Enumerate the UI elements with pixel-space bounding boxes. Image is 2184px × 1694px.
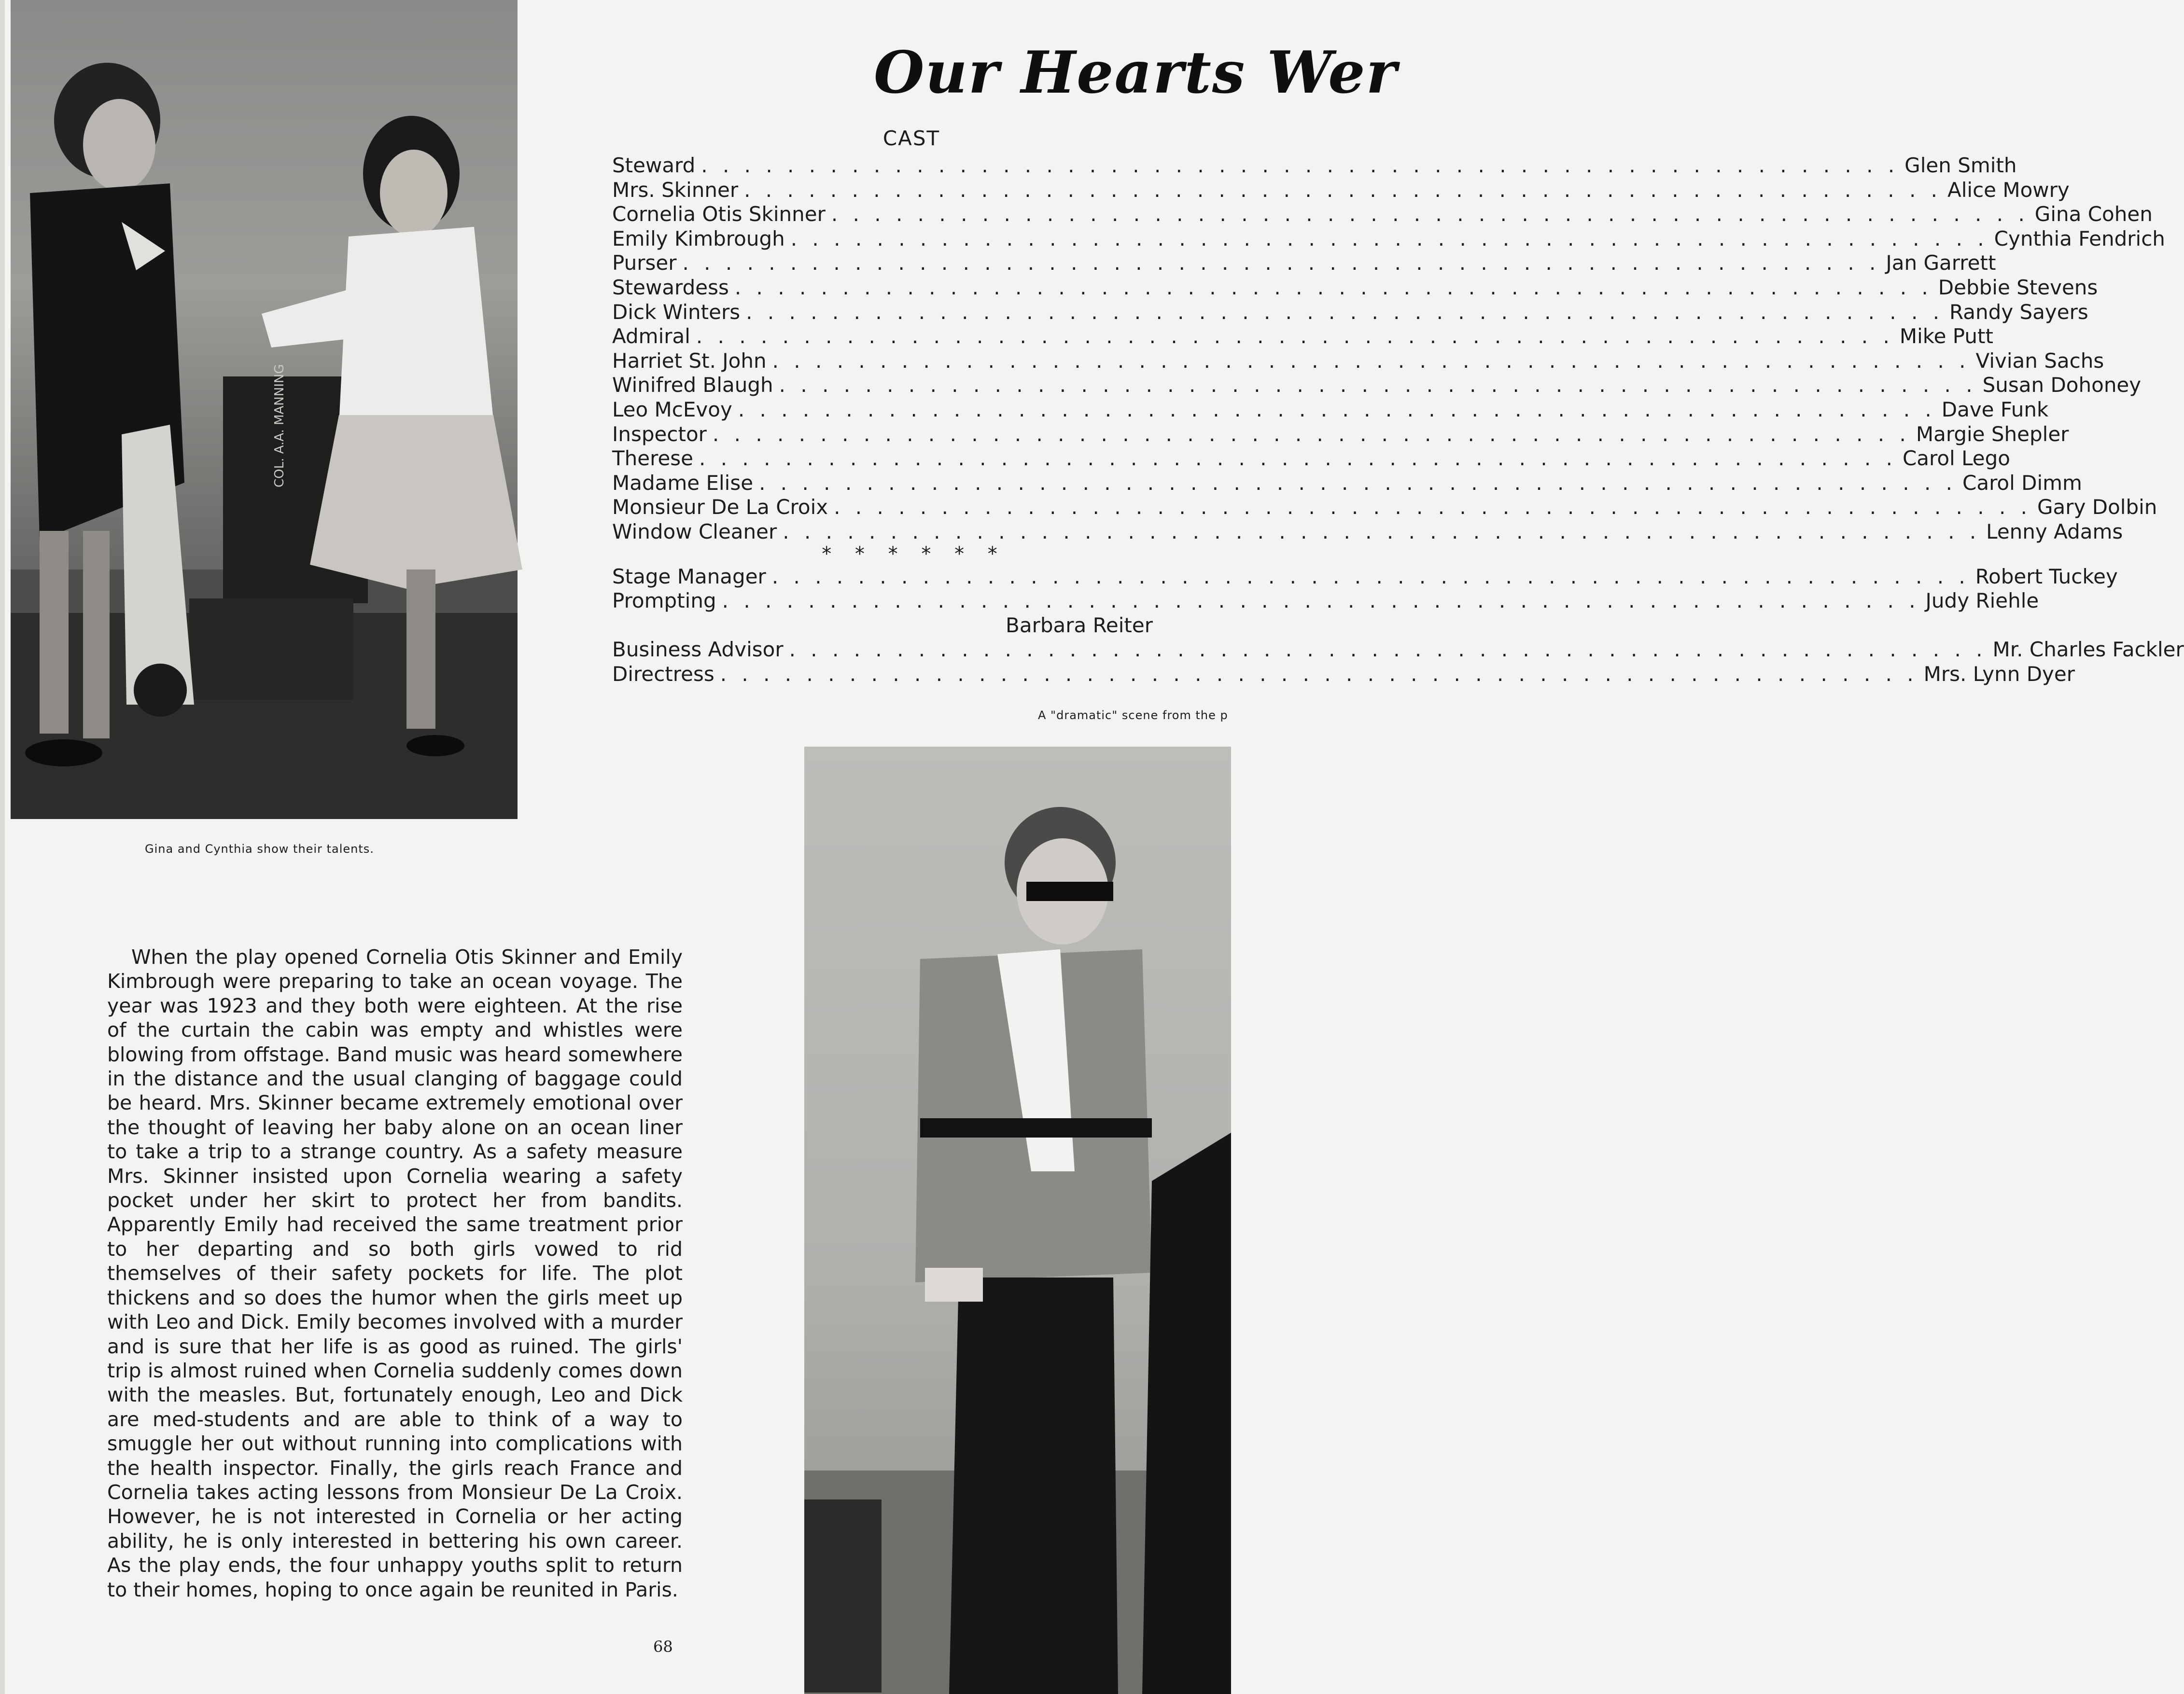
role-name: Dick Winters <box>612 300 741 324</box>
role-name: Leo McEvoy <box>612 397 732 421</box>
leader-dots <box>696 324 1894 349</box>
leader-dots <box>735 276 1932 300</box>
actor-name: Gina Cohen <box>2034 202 2153 226</box>
leader-dots <box>744 178 1942 203</box>
cast-row <box>612 275 2098 300</box>
crew-extra-name: Barbara Reiter <box>1006 613 1153 637</box>
cast-row <box>612 495 2157 520</box>
cast-separator: * * * * * * <box>822 542 1006 565</box>
actor-name: Susan Dohoney <box>1982 373 2142 397</box>
caption-left: Gina and Cynthia show their talents. <box>145 842 374 856</box>
role-name: Mrs. Skinner <box>612 178 739 202</box>
leader-dots <box>722 589 1920 613</box>
leader-dots <box>831 202 2029 227</box>
cast-row <box>612 300 2088 325</box>
actor-name: Gary Dolbin <box>2037 495 2157 519</box>
trunk-stencil: COL. A.A. MANNING <box>272 364 287 487</box>
cast-row <box>612 446 2010 471</box>
photo-girls-handshake-drawing <box>11 0 518 819</box>
crew-roles <box>612 564 2118 613</box>
role-name: Cornelia Otis Skinner <box>612 202 826 226</box>
actor-name: Cynthia Fendrich <box>1994 226 2165 250</box>
crew-roles-continued <box>612 638 2184 686</box>
actor-name: Mrs. Lynn Dyer <box>1923 662 2075 686</box>
photo-dramatic-scene <box>804 747 1231 1694</box>
leader-dots <box>772 349 1970 374</box>
role-name: Window Cleaner <box>612 519 777 543</box>
leader-dots <box>783 520 1980 544</box>
cast-row <box>612 324 1993 349</box>
cast-row <box>612 519 2123 544</box>
cast-heading: CAST <box>882 126 940 150</box>
leader-dots <box>682 251 1880 276</box>
role-name: Therese <box>612 446 694 471</box>
leader-dots <box>713 422 1910 447</box>
cast-roles <box>612 153 2165 544</box>
cast-row <box>612 662 2075 687</box>
cast-row <box>612 202 2153 227</box>
actor-name: Judy Riehle <box>1925 589 2039 613</box>
role-name: Stage Manager <box>612 564 766 588</box>
cast-row <box>612 564 2118 589</box>
role-name: Monsieur De La Croix <box>612 495 828 519</box>
leader-dots <box>701 153 1899 178</box>
actor-name: Randy Sayers <box>1949 300 2088 324</box>
role-name: Admiral <box>612 324 690 348</box>
cast-row <box>612 153 2017 178</box>
cast-row <box>612 373 2142 398</box>
role-name: Stewardess <box>612 275 729 299</box>
story-text <box>107 945 683 1602</box>
leader-dots <box>834 495 2031 520</box>
cast-row <box>612 178 2070 203</box>
role-name: Business Advisor <box>612 638 784 662</box>
actor-name: Vivian Sachs <box>1975 348 2104 373</box>
cast-list <box>612 126 2184 686</box>
leader-dots <box>699 446 1897 471</box>
actor-name: Mike Putt <box>1899 324 1993 348</box>
photo-girls-handshake <box>11 0 518 819</box>
cast-row <box>612 589 2039 613</box>
actor-name: Robert Tuckey <box>1975 564 2118 588</box>
page-binding-edge <box>0 0 5 1694</box>
caption-right: A "dramatic" scene from the p <box>1038 708 1228 722</box>
page-number: 68 <box>653 1638 673 1656</box>
actor-name: Glen Smith <box>1904 153 2017 177</box>
actor-name: Carol Lego <box>1902 446 2010 471</box>
actor-name: Alice Mowry <box>1947 178 2070 202</box>
role-name: Prompting <box>612 589 716 613</box>
leader-dots <box>738 398 1936 422</box>
leader-dots <box>759 471 1957 496</box>
actor-name: Jan Garrett <box>1886 251 1996 275</box>
cast-row <box>612 422 2069 447</box>
role-name: Emily Kimbrough <box>612 226 785 250</box>
role-name: Madame Elise <box>612 471 754 495</box>
actor-name: Dave Funk <box>1941 397 2049 421</box>
actor-name: Lenny Adams <box>1986 519 2123 543</box>
actor-name: Margie Shepler <box>1916 422 2069 446</box>
actor-name: Debbie Stevens <box>1938 275 2098 299</box>
leader-dots <box>746 300 1944 325</box>
cast-row <box>612 348 2104 374</box>
page-title: Our Hearts Wer <box>874 39 1398 107</box>
cast-row <box>612 397 2049 422</box>
leader-dots <box>720 662 1918 687</box>
role-name: Directress <box>612 662 714 686</box>
cast-row <box>612 471 2082 496</box>
cast-row <box>612 638 2184 662</box>
leader-dots <box>779 373 1977 398</box>
actor-name: Mr. Charles Fackler <box>1992 638 2184 662</box>
role-name: Steward <box>612 153 696 177</box>
role-name: Winifred Blaugh <box>612 373 773 397</box>
story-paragraph: When the play opened Cornelia Otis Skinner and Emily Kimbrough were preparing to take an ocean voyage. The year was 1923 and they both were eighteen. At the rise of the curtain the cabin was empty and whistles were blowing from offstage. Band music was heard somewhere in the distance and the usual clanging of baggage could be heard. Mrs. Skinner became extremely emotional over the thought of leaving her baby alone on an ocean liner to take a trip to a strange country. As a safety measure Mrs. Skinner insisted upon Cornelia wearing a safety pocket under her skirt to protect her from bandits. Apparently Emily had received the same treatment prior to her departing and so both girls vowed to rid themselves of their safety pockets for life. The plot thickens and so does the humor when the girls meet up with Leo and Dick. Emily becomes involved with a murder and is sure that her life is as good as ruined. The girls' trip is almost ruined when Cornelia suddenly comes down with the measles. But, fortunately enough, Leo and Dick are med-students and are able to think of a way to smuggle her out without running into complications with the health inspector. Finally, the girls reach France and Cornelia takes acting lessons from Monsieur De La Croix. However, he is not interested in Cornelia or her acting ability, he is only interested in bettering his own career. As the play ends, the four unhappy youths split to return to their homes, hoping to once again be reunited in Paris. <box>107 945 683 1601</box>
cast-row <box>612 226 2165 251</box>
cast-row <box>612 251 1996 276</box>
role-name: Inspector <box>612 422 707 446</box>
role-name: Harriet St. John <box>612 348 767 373</box>
role-name: Purser <box>612 251 677 275</box>
actor-name: Carol Dimm <box>1962 471 2082 495</box>
photo-dramatic-scene-drawing <box>804 747 1231 1694</box>
leader-dots <box>789 638 1987 662</box>
leader-dots <box>772 565 1970 589</box>
leader-dots <box>791 227 1988 251</box>
